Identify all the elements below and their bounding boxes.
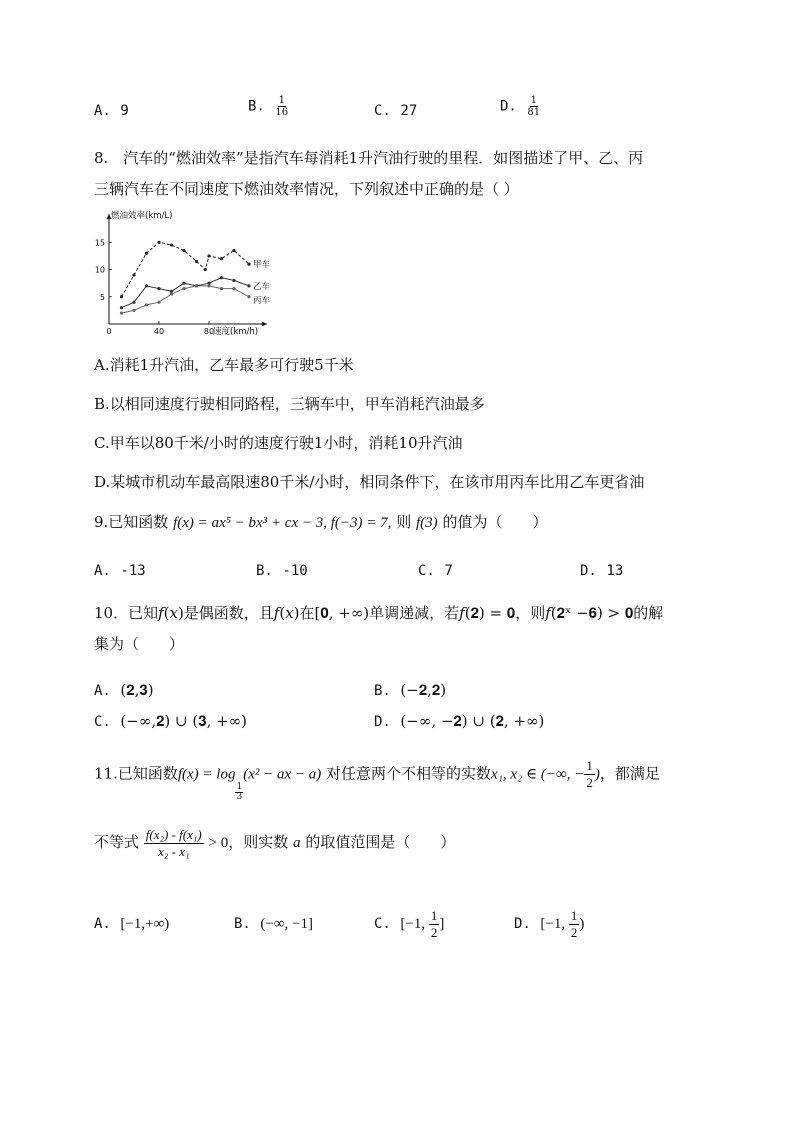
series-3-point (247, 295, 250, 298)
series-label-1: 甲车 (253, 260, 271, 271)
q11-ineq-gt: > 0 (208, 835, 229, 851)
q11-vars: x₁, x₂ ∈ (−∞, − (491, 766, 585, 783)
series-1-point (204, 268, 207, 271)
q10-option-d: D. (−∞, −𝟐) ∪ (𝟐, +∞) (374, 712, 545, 730)
q11-option-d: D. [−1, $\frac{1}{2}$ ) (514, 907, 585, 940)
series-2-point (170, 290, 173, 293)
q11-prefix: 11.已知函数 (94, 764, 178, 783)
series-3-point (182, 287, 185, 290)
series-1-point (170, 243, 173, 246)
x-tick-label: 80 (203, 327, 215, 336)
series-1-point (132, 273, 135, 276)
q11-ineq-prefix: 不等式 (94, 833, 140, 851)
q11-ineq-fraction: $\frac{\text{f(x₂) - f(x₁)}}{\text{x₂ - x₁}}$ (145, 826, 202, 859)
x-axis-arrow (262, 322, 267, 327)
series-1-point (232, 249, 235, 252)
q10-option-a: A. (𝟐,𝟑) (94, 681, 154, 699)
series-2-point (145, 284, 148, 287)
q11-option-a: A. [−1,+∞) (94, 916, 170, 932)
q11-mid: 对任意两个不相等的实数 (326, 764, 492, 783)
series-2-point (207, 282, 210, 285)
q11-close: ) (594, 766, 600, 783)
q11-suffix: ，都满足 (599, 764, 660, 783)
series-3-point (232, 287, 235, 290)
y-tick-label: 15 (94, 238, 105, 248)
series-1-point (145, 252, 148, 255)
q8-option-d: D.某城市机动车最高限速80千米/小时，相同条件下，在该市用丙车比用乙车更省油 (94, 473, 645, 491)
q11-stem-line1 (94, 758, 660, 802)
q7-option-d: D. $\frac{1}{81}$ (500, 95, 541, 118)
series-2-point (232, 279, 235, 282)
q11-stem-line2 (94, 822, 455, 863)
q11-a-var: a (293, 835, 301, 851)
q9-stem (94, 512, 547, 533)
series-3-point (157, 301, 160, 304)
chart-svg (92, 206, 277, 336)
series-3-point (220, 287, 223, 290)
q7-option-c: C. 27 (374, 103, 418, 119)
series-3-point (120, 312, 123, 315)
y-tick-label: 10 (94, 265, 105, 275)
series-2-point (157, 287, 160, 290)
q9-prefix: 9.已知函数 (94, 513, 169, 531)
q11-option-b: B. (−∞, −1] (234, 916, 314, 932)
q7-option-b: B. $\frac{1}{16}$ (248, 95, 289, 118)
q10-option-b: B. (−𝟐,𝟐) (374, 681, 447, 699)
x-tick-label: 0 (106, 327, 112, 336)
q9-f3: f(3) (415, 515, 438, 531)
q9-formula: f(x) = ax⁵ − bx³ + cx − 3, f(−3) = 7, (173, 515, 392, 531)
q11-half-fraction: $\frac{1}{2}$ (586, 758, 593, 790)
q8-option-b: B.以相同速度行驶相同路程，三辆车中，甲车消耗汽油最多 (94, 395, 485, 413)
q9-option-b: B. -10 (256, 563, 308, 579)
q8-stem-line2: 三辆汽车在不同速度下燃油效率情况，下列叙述中正确的是（ ） (94, 180, 519, 198)
q7-option-a: A. 9 (94, 103, 129, 119)
series-2-point (247, 284, 250, 287)
q9-mid: 则 (396, 513, 412, 531)
q7-option-b-fraction: $\frac{1}{16}$ (275, 95, 289, 118)
q8-stem-line1: 8. 汽车的“燃油效率”是指汽车每消耗1升汽油行驶的里程．如图描述了甲、乙、丙 (94, 149, 644, 167)
series-3-point (170, 292, 173, 295)
x-axis-label: 速度(km/h) (213, 327, 259, 336)
series-2-point (182, 282, 185, 285)
series-label-2: 乙车 (253, 281, 271, 292)
y-axis-label: 燃油效率(km/L) (111, 211, 173, 221)
q10-stem-line2: 集为（ ） (94, 635, 185, 653)
q9-option-c: C. 7 (418, 563, 453, 579)
q10-stem-line1: 10．已知𝑓(𝑥)是偶函数，且𝑓(𝑥)在[𝟎, +∞)单调递减，若𝑓(𝟐) = 𝟎，则𝑓(𝟐ˣ −𝟔) > 𝟎的解 (94, 604, 664, 622)
q10-option-c: C. (−∞,𝟐) ∪ (𝟑, +∞) (94, 712, 248, 730)
q11-fpart: f(x) = log (177, 766, 236, 783)
series-line-3 (122, 286, 250, 313)
series-label-3: 丙车 (253, 295, 271, 306)
series-1-point (157, 241, 160, 244)
series-1-point (207, 254, 210, 257)
q9-option-a: A. -13 (94, 563, 146, 579)
series-1-point (120, 295, 123, 298)
q7-option-d-fraction: $\frac{1}{81}$ (527, 95, 541, 118)
q11-ineq-suffix: 的取值范围是（ ） (305, 833, 456, 851)
q11-ineq-mid: ，则实数 (228, 833, 289, 851)
series-1-point (220, 257, 223, 260)
series-3-point (195, 284, 198, 287)
fuel-efficiency-chart (92, 206, 277, 336)
series-3-point (207, 284, 210, 287)
series-3-point (145, 303, 148, 306)
series-2-point (120, 306, 123, 309)
q9-option-d: D. 13 (580, 563, 624, 579)
y-tick-label: 5 (99, 292, 105, 302)
series-1-point (182, 249, 185, 252)
q11-option-c: C. [−1, $\frac{1}{2}$ ] (374, 907, 445, 940)
q9-suffix: 的值为（ ） (442, 513, 548, 531)
x-tick-label: 40 (153, 327, 165, 336)
series-1-point (195, 260, 198, 263)
q8-option-c: C.甲车以80千米/小时的速度行驶1小时，消耗10升汽油 (94, 434, 463, 452)
series-1-point (247, 263, 250, 266)
series-2-point (220, 276, 223, 279)
q11-log-base: $\frac{1}{3}$ (236, 781, 243, 802)
series-2-point (132, 301, 135, 304)
q8-option-a: A.消耗1升汽油，乙车最多可行驶5千米 (94, 356, 354, 374)
q11-arg: (x² − ax − a) (243, 766, 322, 783)
series-3-point (132, 309, 135, 312)
